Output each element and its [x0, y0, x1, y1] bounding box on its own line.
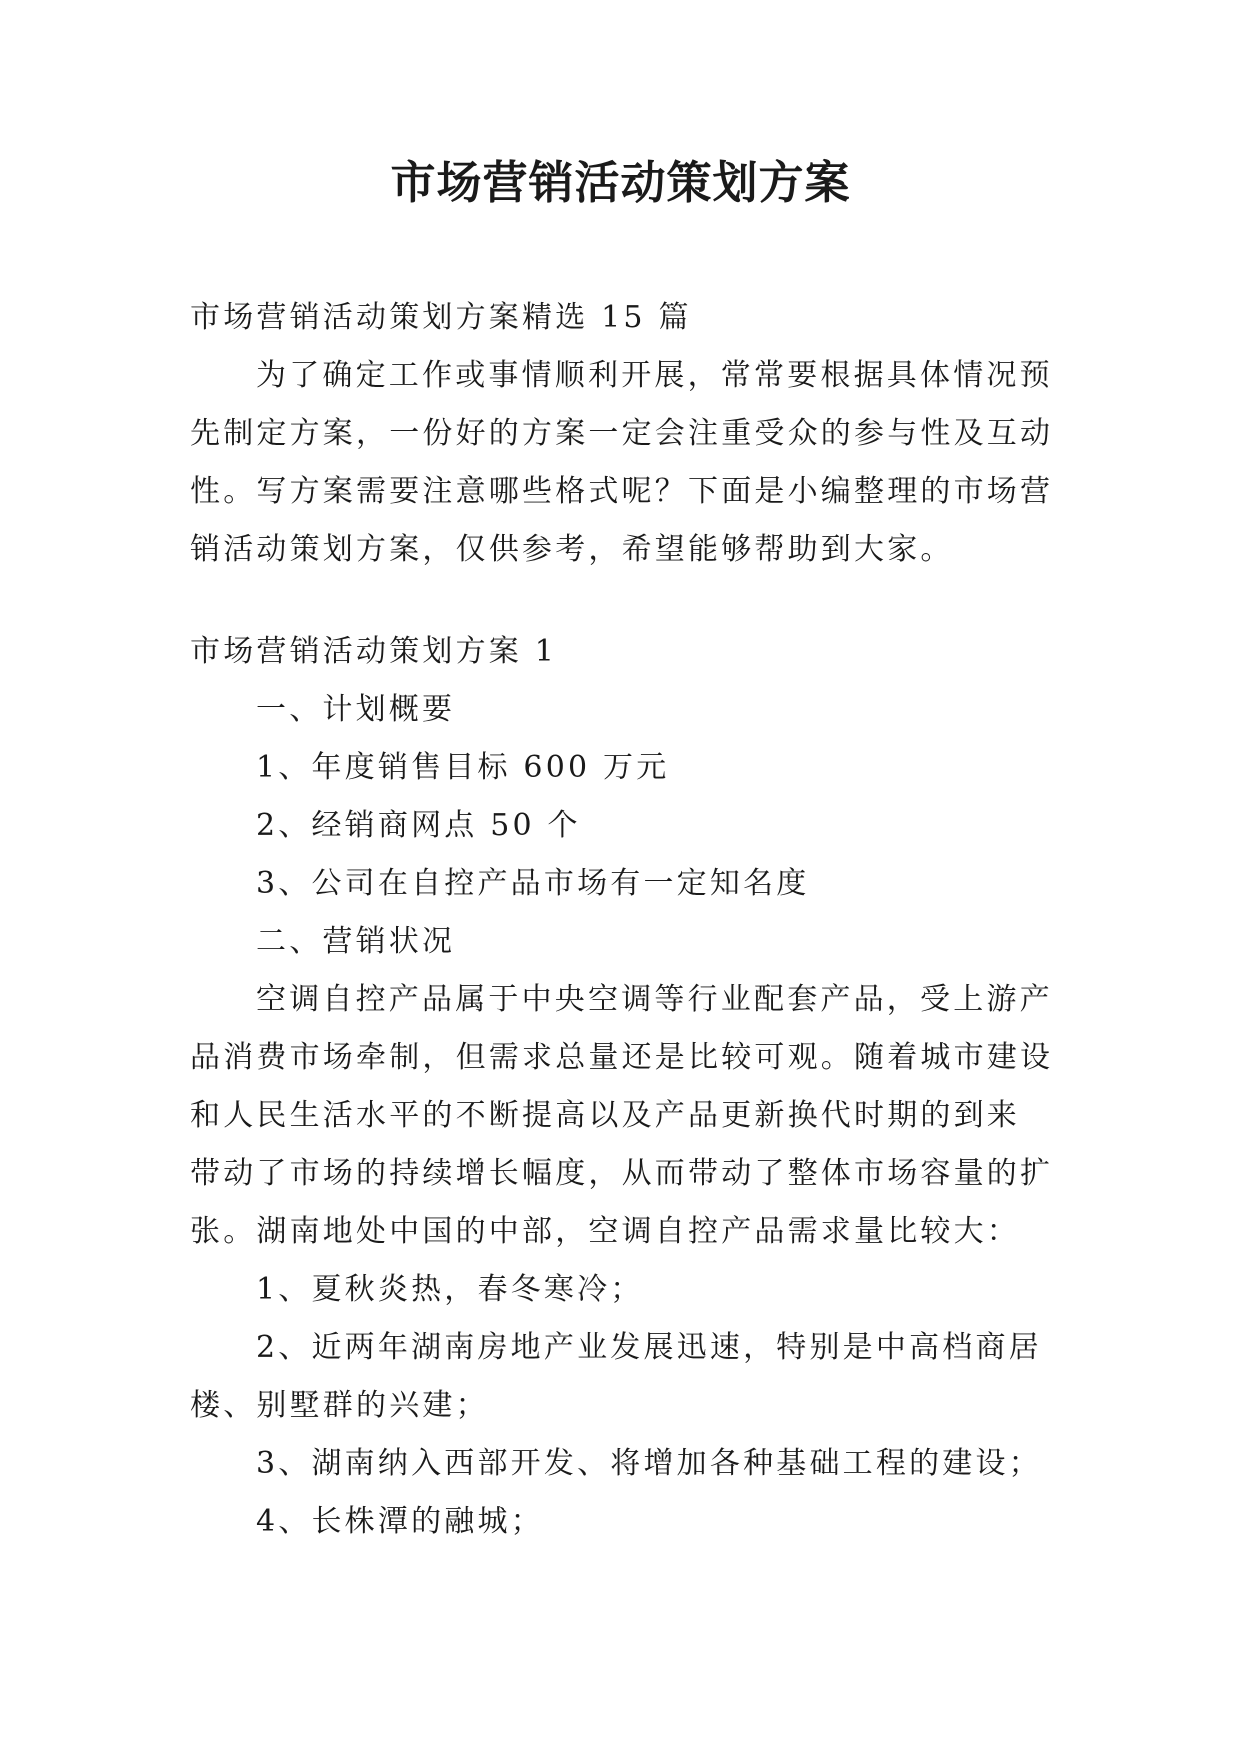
- subtitle: 市场营销活动策划方案精选 15 篇: [190, 300, 692, 335]
- intro-line: 性。写方案需要注意哪些格式呢？下面是小编整理的市场营: [190, 474, 1054, 509]
- document-title: 市场营销活动策划方案: [390, 156, 851, 209]
- status-line: 和人民生活水平的不断提高以及产品更新换代时期的到来: [190, 1098, 1020, 1133]
- status-line: 张。湖南地处中国的中部，空调自控产品需求量比较大：: [190, 1214, 1020, 1249]
- intro-line: 先制定方案，一份好的方案一定会注重受众的参与性及互动: [190, 416, 1054, 451]
- status-line: 带动了市场的持续增长幅度，从而带动了整体市场容量的扩: [190, 1156, 1054, 1191]
- document-body: [190, 289, 1060, 1551]
- plan-list: [190, 739, 1060, 913]
- section-title: 市场营销活动策划方案 1: [190, 634, 558, 669]
- plan-item: 1、年度销售目标 600 万元: [256, 750, 670, 785]
- heading-marketing-status: 二、营销状况: [256, 924, 456, 959]
- plan-item: 2、经销商网点 50 个: [256, 808, 581, 843]
- heading-plan-summary: 一、计划概要: [256, 692, 456, 727]
- intro-paragraph: [190, 347, 1060, 579]
- reason-item: 1、夏秋炎热，春冬寒冷；: [256, 1272, 644, 1307]
- intro-line: 销活动策划方案，仅供参考，希望能够帮助到大家。: [190, 532, 954, 567]
- reason-item-multiline: [190, 1319, 1060, 1435]
- reason-item: 4、长株潭的融城；: [256, 1504, 544, 1539]
- intro-line: 为了确定工作或事情顺利开展，常常要根据具体情况预: [256, 358, 1053, 393]
- plan-item: 3、公司在自控产品市场有一定知名度: [256, 866, 810, 901]
- status-line: 品消费市场牵制，但需求总量还是比较可观。随着城市建设: [190, 1040, 1054, 1075]
- status-line: 空调自控产品属于中央空调等行业配套产品，受上游产: [256, 982, 1053, 1017]
- section-gap: [190, 579, 1060, 623]
- reason-item: 3、湖南纳入西部开发、将增加各种基础工程的建设；: [256, 1446, 1042, 1481]
- reason-line: 2、近两年湖南房地产业发展迅速，特别是中高档商居: [256, 1330, 1042, 1365]
- status-paragraph: [190, 971, 1060, 1261]
- reason-line: 楼、别墅群的兴建；: [190, 1388, 489, 1423]
